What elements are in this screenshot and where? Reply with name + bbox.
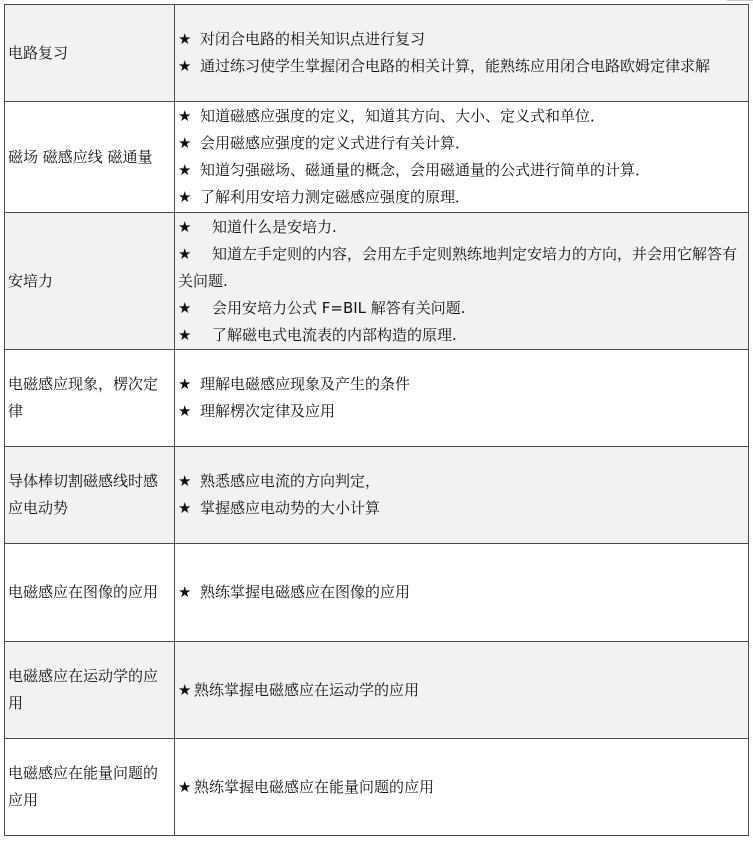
topic-text: 电磁感应在能量问题的应用 xyxy=(8,764,159,809)
syllabus-table xyxy=(4,4,749,836)
goal-text: 理解楞次定律及应用 xyxy=(200,402,336,420)
goals-cell xyxy=(175,447,749,544)
goal-item xyxy=(178,241,744,295)
goal-item xyxy=(178,468,744,495)
star-icon: ★ xyxy=(178,402,192,420)
goal-item xyxy=(178,184,744,211)
star-icon: ★ xyxy=(178,680,192,699)
table-row xyxy=(5,5,749,102)
goal-item xyxy=(178,214,744,241)
topic-text: 导体棒切割磁感线时感应电动势 xyxy=(8,472,159,517)
goal-text: 理解电磁感应现象及产生的条件 xyxy=(200,375,411,393)
goal-text: 了解利用安培力测定磁感应强度的原理． xyxy=(200,188,471,206)
topic-cell xyxy=(5,739,175,836)
star-icon: ★ xyxy=(178,217,192,236)
goal-item xyxy=(178,579,744,606)
table-row xyxy=(5,739,749,836)
goal-item xyxy=(178,398,744,425)
star-icon: ★ xyxy=(178,161,192,179)
topic-text: 电磁感应在运动学的应用 xyxy=(8,667,159,712)
goal-text: 知道左手定则的内容，会用左手定则熟练地判定安培力的方向，并会用它解答有关问题. xyxy=(178,244,738,290)
goal-item xyxy=(178,26,744,53)
goal-item xyxy=(178,295,744,322)
goal-item xyxy=(178,371,744,398)
goals-cell xyxy=(175,213,749,350)
goals-cell xyxy=(175,544,749,642)
table-row xyxy=(5,102,749,213)
table-row xyxy=(5,213,749,350)
topic-cell xyxy=(5,447,175,544)
goal-text: 熟练掌握电磁感应在图像的应用 xyxy=(200,583,411,601)
topic-text: 电路复习 xyxy=(8,43,69,62)
table-row xyxy=(5,447,749,544)
goal-text: 熟练掌握电磁感应在能量问题的应用 xyxy=(194,777,435,796)
goal-text: 熟悉感应电流的方向判定， xyxy=(200,472,381,490)
goals-cell xyxy=(175,739,749,836)
goal-text: 了解磁电式电流表的内部构造的原理. xyxy=(212,325,457,344)
star-icon: ★ xyxy=(178,30,192,48)
topic-text: 安培力 xyxy=(8,271,54,290)
goal-text: 通过练习使学生掌握闭合电路的相关计算，能熟练应用闭合电路欧姆定律求解 xyxy=(200,57,711,75)
star-icon: ★ xyxy=(178,472,192,490)
topic-cell xyxy=(5,544,175,642)
goal-text: 会用磁感应强度的定义式进行有关计算． xyxy=(200,134,471,152)
topic-cell xyxy=(5,102,175,213)
star-icon: ★ xyxy=(178,325,192,344)
goals-cell xyxy=(175,642,749,739)
goals-cell xyxy=(175,102,749,213)
star-icon: ★ xyxy=(178,298,192,317)
table-row xyxy=(5,544,749,642)
topic-cell xyxy=(5,213,175,350)
topic-cell xyxy=(5,5,175,102)
goal-item xyxy=(178,157,744,184)
goal-text: 知道什么是安培力. xyxy=(212,217,337,236)
star-icon: ★ xyxy=(178,57,192,75)
goals-cell xyxy=(175,5,749,102)
star-icon: ★ xyxy=(178,499,192,517)
star-icon: ★ xyxy=(178,375,192,393)
star-icon: ★ xyxy=(178,134,192,152)
star-icon: ★ xyxy=(178,188,192,206)
star-icon: ★ xyxy=(178,107,192,125)
table-row xyxy=(5,642,749,739)
topic-text: 电磁感应现象，楞次定律 xyxy=(8,375,159,420)
goal-text: 知道匀强磁场、磁通量的概念，会用磁通量的公式进行简单的计算． xyxy=(200,161,651,179)
table-row xyxy=(5,350,749,447)
star-icon: ★ xyxy=(178,244,192,263)
goal-item xyxy=(178,495,744,522)
goal-text: 对闭合电路的相关知识点进行复习 xyxy=(200,30,426,48)
goal-text: 熟练掌握电磁感应在运动学的应用 xyxy=(194,680,420,699)
topic-text: 电磁感应在图像的应用 xyxy=(8,583,159,601)
goal-item xyxy=(178,53,744,80)
goal-text: 知道磁感应强度的定义，知道其方向、大小、定义式和单位． xyxy=(200,107,606,125)
goal-text: 掌握感应电动势的大小计算 xyxy=(200,499,381,517)
goal-item xyxy=(178,774,744,801)
topic-text: 磁场 磁感应线 磁通量 xyxy=(8,147,153,166)
topic-cell xyxy=(5,642,175,739)
star-icon: ★ xyxy=(178,777,192,796)
goal-item xyxy=(178,322,744,349)
goal-item xyxy=(178,677,744,704)
goal-text: 会用安培力公式 F=BIL 解答有关问题. xyxy=(212,298,466,317)
goals-cell xyxy=(175,350,749,447)
topic-cell xyxy=(5,350,175,447)
goal-item xyxy=(178,130,744,157)
goal-item xyxy=(178,103,744,130)
star-icon: ★ xyxy=(178,583,192,601)
